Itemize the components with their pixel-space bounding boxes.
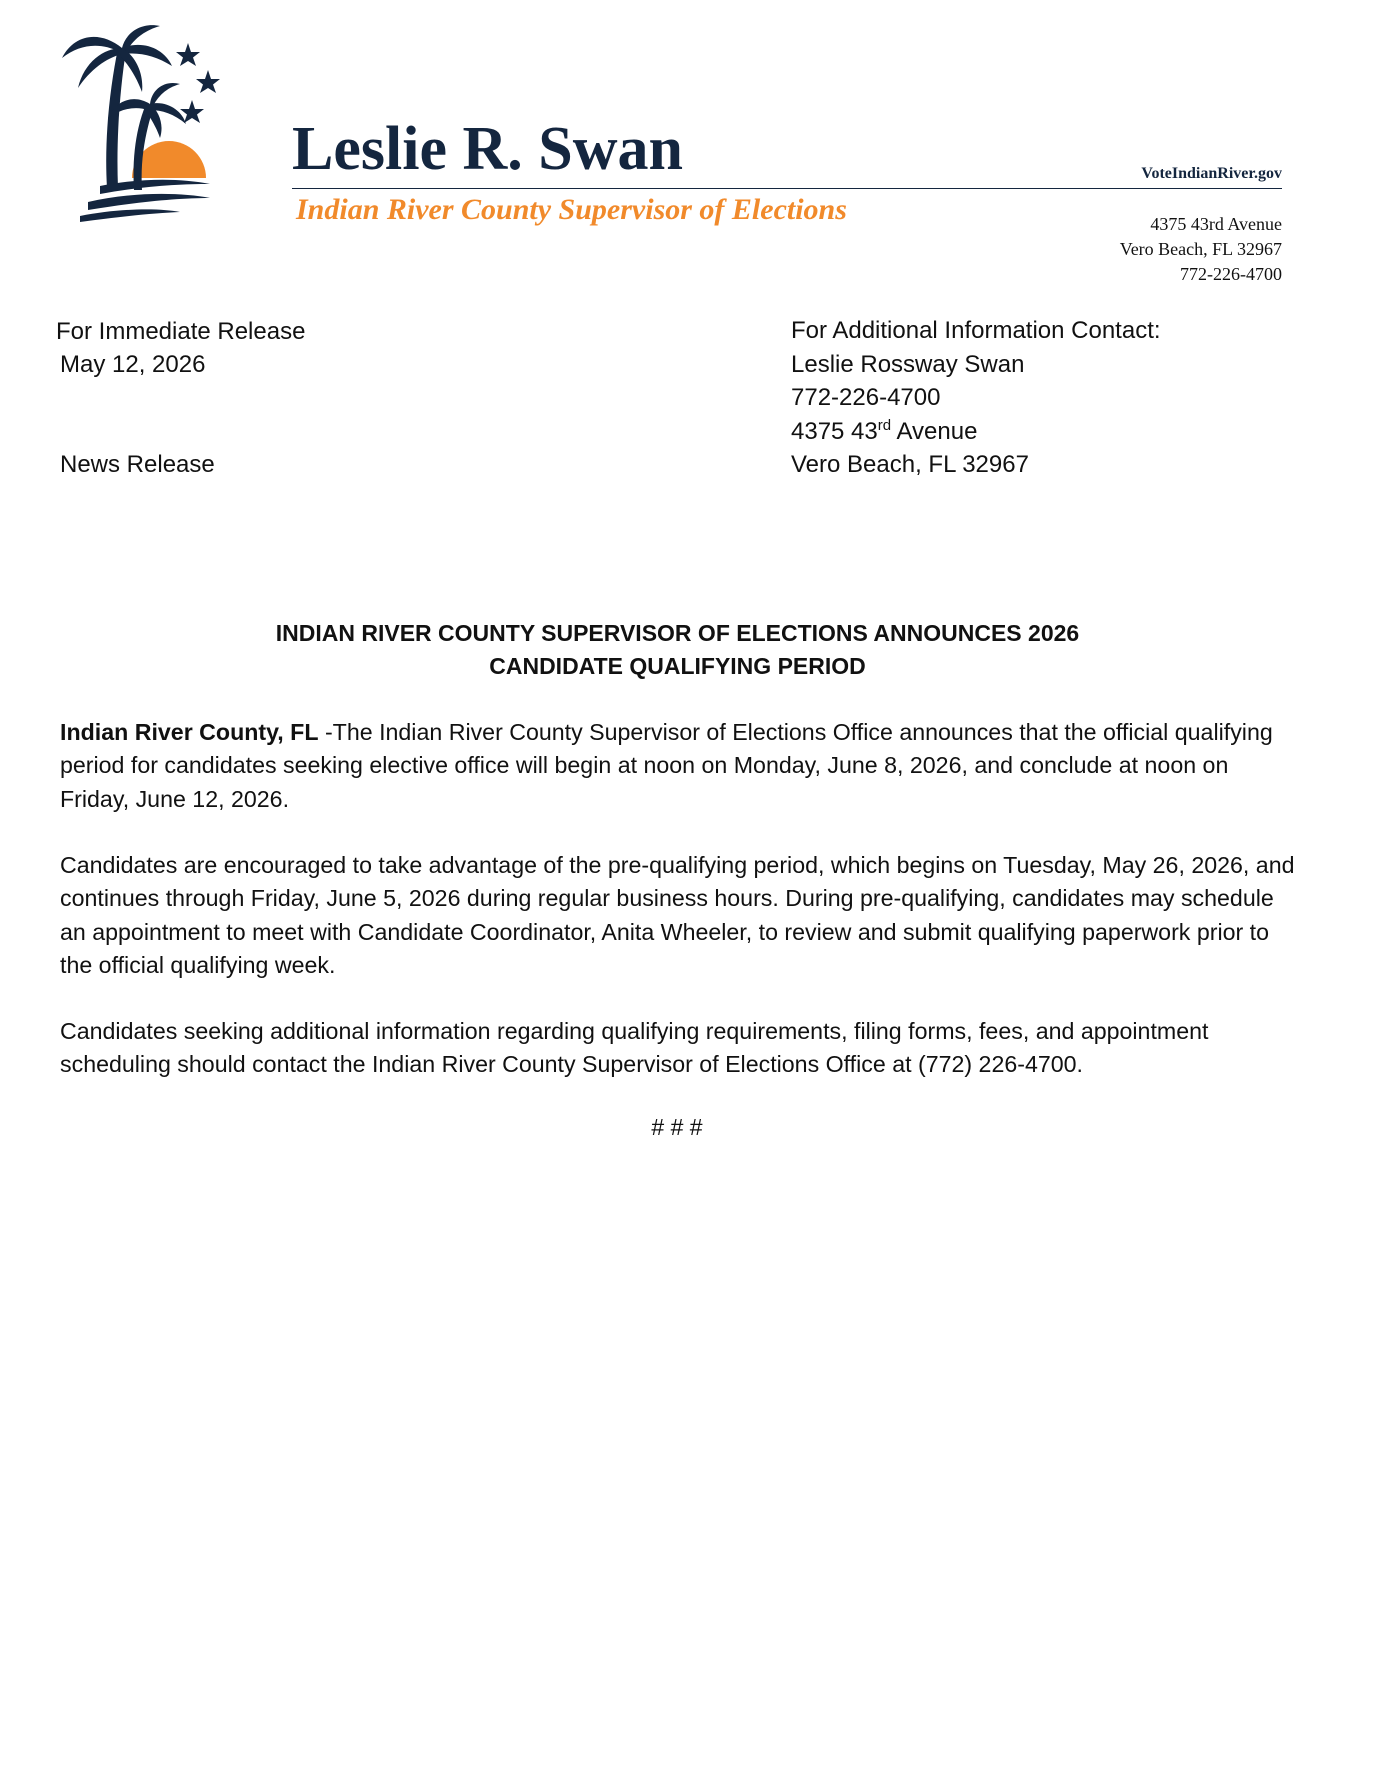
contact-city: Vero Beach, FL 32967 bbox=[791, 451, 1029, 478]
contact-heading: For Additional Information Contact: bbox=[791, 317, 1161, 344]
office-phone: 772-226-4700 bbox=[1180, 264, 1282, 284]
headline-line-1: INDIAN RIVER COUNTY SUPERVISOR OF ELECTIONS ANNOUNCES 2026 bbox=[275, 620, 1080, 646]
dateline: Indian River County, FL bbox=[60, 719, 319, 745]
body-paragraph-1 bbox=[60, 716, 1300, 816]
end-mark: # # # bbox=[651, 1114, 703, 1140]
body-paragraph-3: Candidates seeking additional information regarding qualifying requirements, filing forms, fees, and appointment scheduling should contact the Indian River County Supervisor of Elections Office at (772) 226-4700. bbox=[60, 1018, 1209, 1078]
contact-street bbox=[791, 415, 1161, 449]
news-release-label: News Release bbox=[60, 451, 215, 478]
office-address bbox=[1120, 212, 1282, 287]
website-link[interactable]: VoteIndianRiver.gov bbox=[1141, 165, 1282, 182]
letterhead-subtitle: Indian River County Supervisor of Elections bbox=[296, 193, 847, 226]
contact-name: Leslie Rossway Swan bbox=[791, 350, 1025, 378]
body-paragraph-1-text: -The Indian River County Supervisor of Elections Office announces that the official qualifying period for candidates seeking elective office will begin at noon on Monday, June 8, 2026, and conclude at noon on Friday, June 12, 2026. bbox=[60, 719, 1273, 812]
office-address-city: Vero Beach, FL 32967 bbox=[1119, 239, 1282, 259]
contact-street-number: 4375 43 bbox=[791, 417, 878, 445]
contact-street-name: Avenue bbox=[891, 417, 978, 445]
release-date: May 12, 2026 bbox=[60, 351, 206, 378]
release-type: For Immediate Release bbox=[56, 318, 306, 345]
body-paragraph-2: Candidates are encouraged to take advantage of the pre-qualifying period, which begins on Tuesday, May 26, 2026, and continues through Friday, June 5, 2026 during regular business hours. During pre-qualifying, candidates may schedule an appointment to meet with Candidate Coordinator, Anita Wheeler, to review and submit qualifying paperwork prior to the official qualifying week. bbox=[60, 852, 1295, 978]
release-headline bbox=[60, 617, 1295, 683]
office-address-street: 4375 43rd Avenue bbox=[1150, 214, 1282, 234]
letterhead-rule bbox=[292, 188, 1282, 189]
palm-trees-sunset-logo bbox=[60, 18, 250, 238]
contact-phone: 772-226-4700 bbox=[791, 384, 941, 411]
contact-street-suffix: rd bbox=[877, 416, 892, 434]
headline-line-2: CANDIDATE QUALIFYING PERIOD bbox=[489, 653, 866, 679]
contact-block bbox=[791, 314, 1161, 482]
letterhead-name: Leslie R. Swan bbox=[292, 115, 683, 183]
